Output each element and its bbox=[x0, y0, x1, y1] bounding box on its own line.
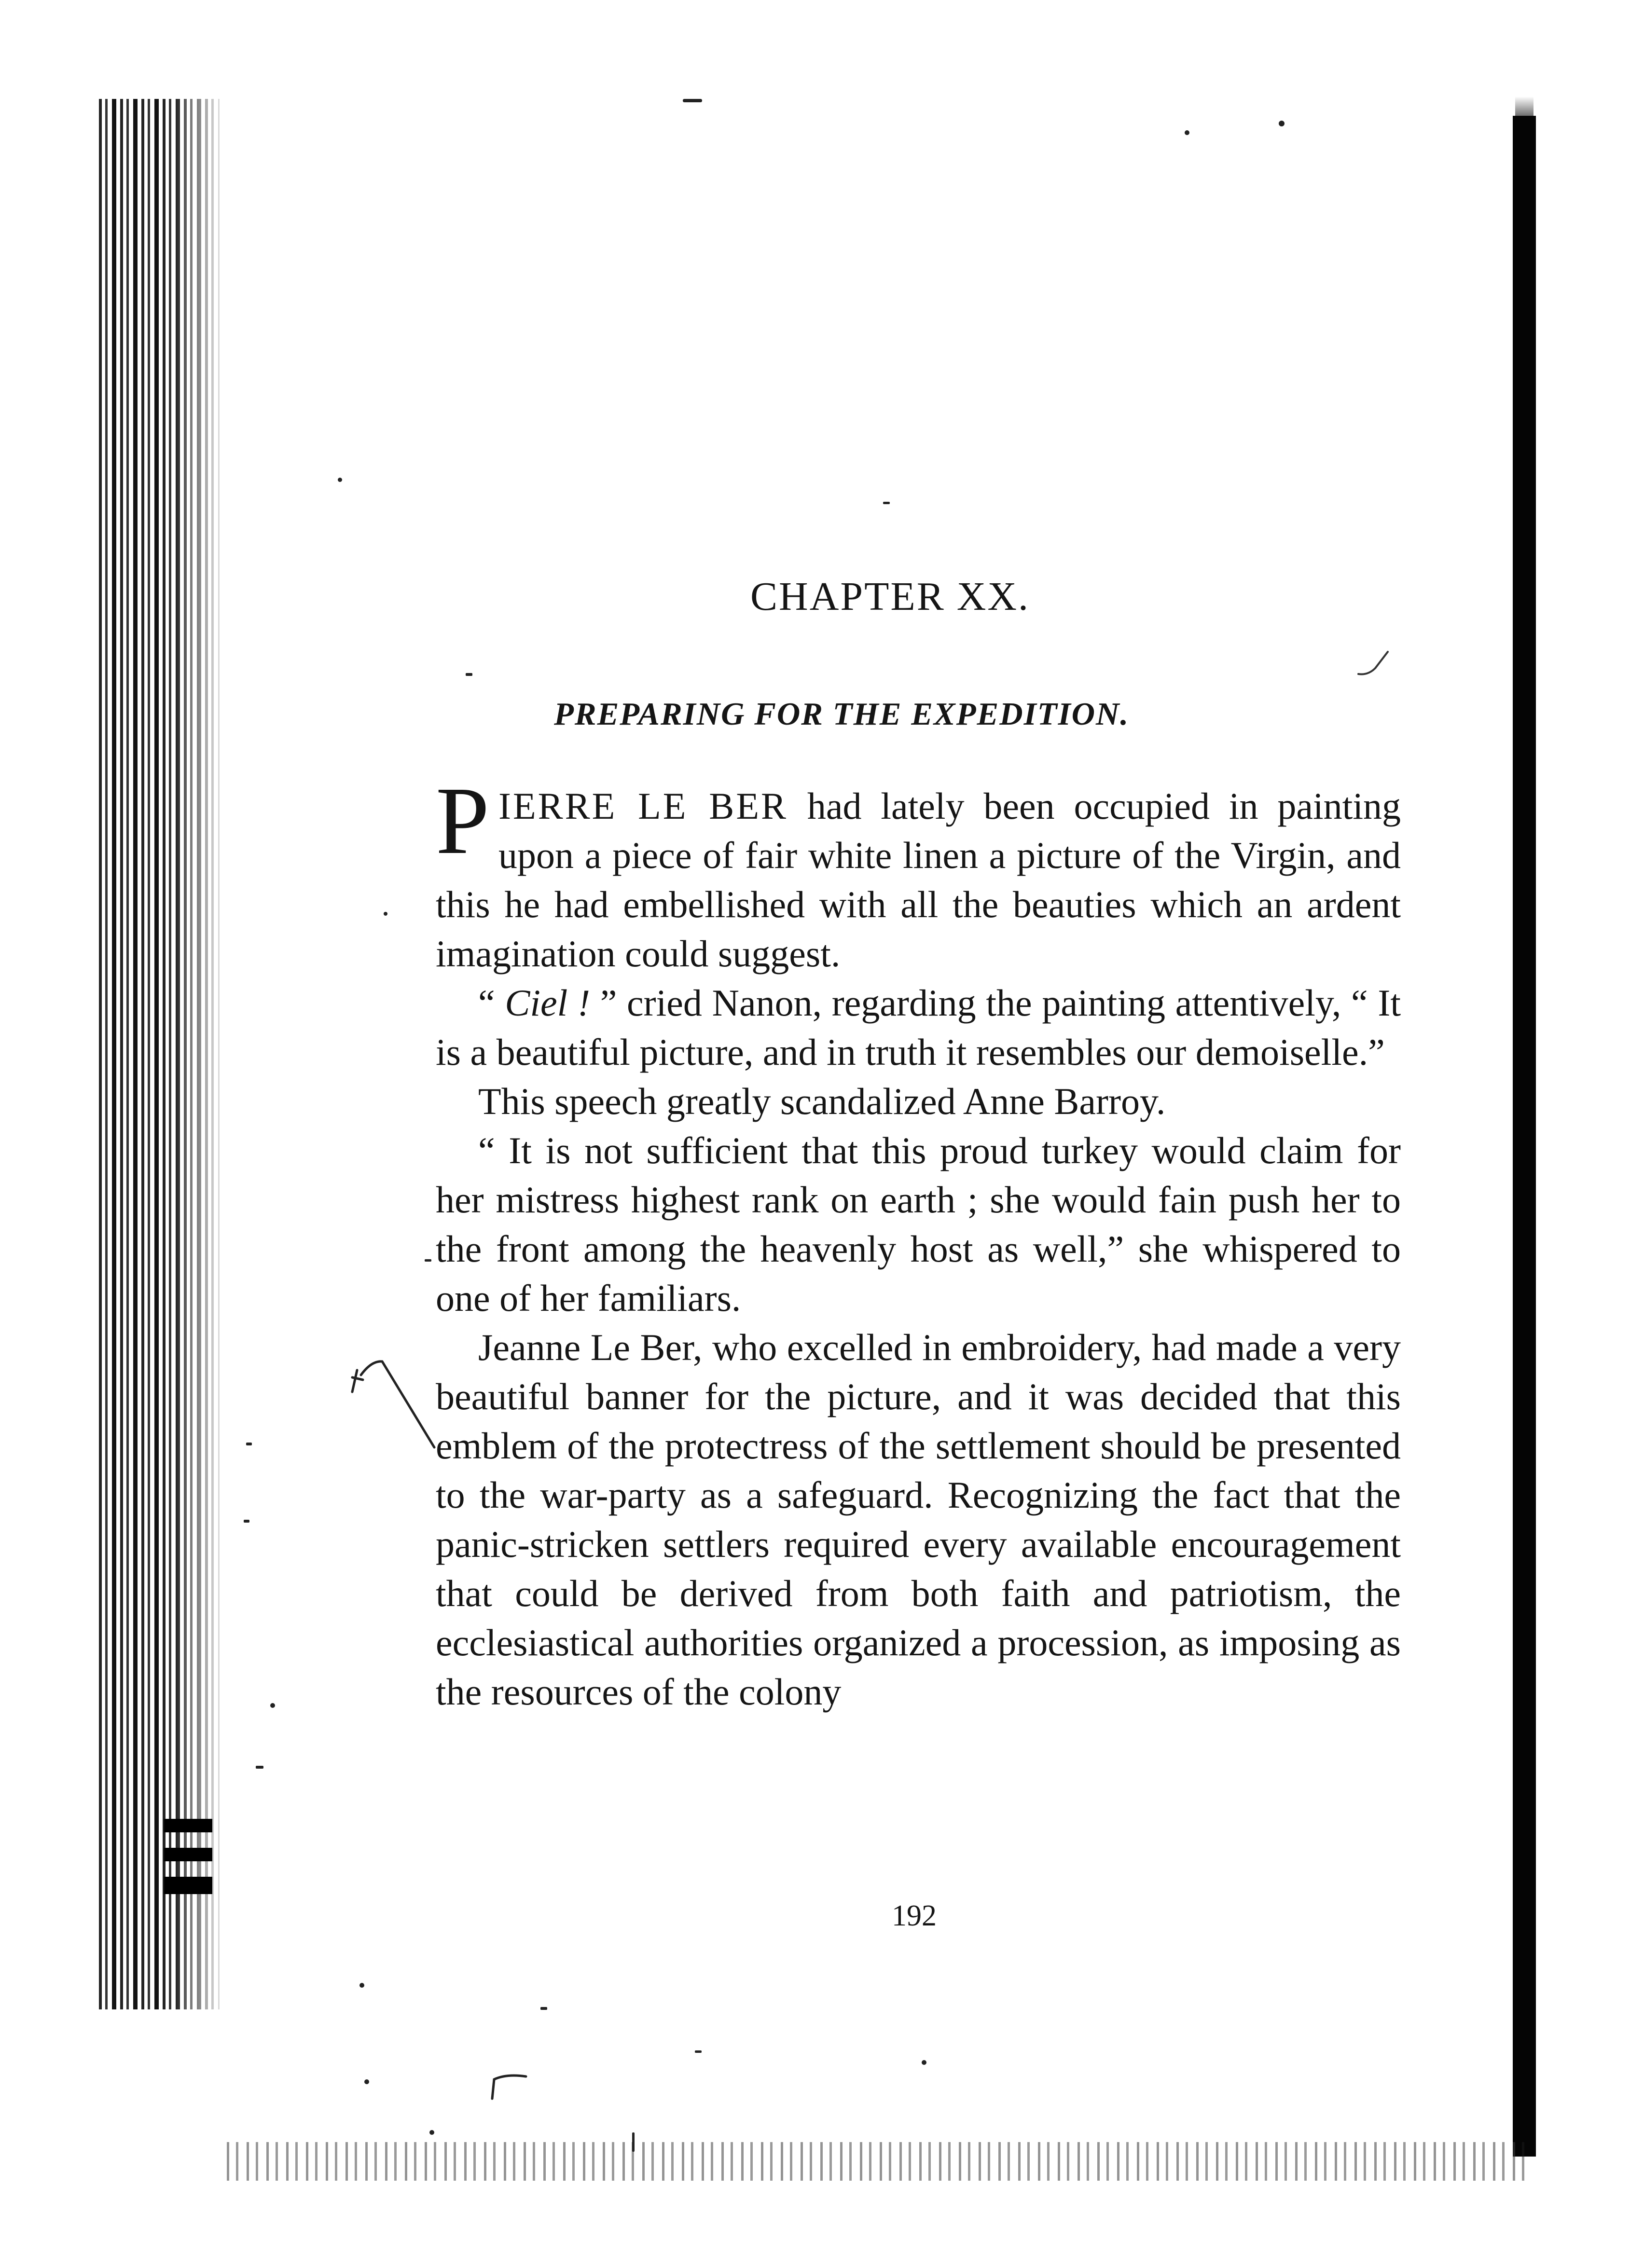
paragraph-4: “ It is not sufficient that this proud turkey would claim for her mistress highest rank on earth ; she would fain push her to the front among the heavenly host as well,” she whispered to one of her familiars. bbox=[436, 1129, 1401, 1319]
pencil-margin-mark bbox=[338, 1356, 449, 1452]
first-line-caps: IERRE LE BER bbox=[498, 785, 788, 827]
chapter-body bbox=[436, 768, 1401, 1717]
binding-mark bbox=[164, 1819, 212, 1832]
scan-speck bbox=[364, 2079, 369, 2084]
scan-speck bbox=[246, 1443, 252, 1445]
scan-speck bbox=[256, 1766, 263, 1769]
scan-speck bbox=[384, 912, 387, 916]
paragraph-2 bbox=[436, 978, 1401, 1077]
scan-speck bbox=[632, 2132, 635, 2152]
scan-speck bbox=[466, 673, 472, 676]
scan-speck bbox=[429, 2130, 434, 2135]
page-number: 192 bbox=[892, 1899, 937, 1932]
binding-mark bbox=[164, 1848, 212, 1861]
scan-speck bbox=[922, 2060, 926, 2065]
scan-speck bbox=[359, 1983, 364, 1988]
paragraph-5: Jeanne Le Ber, who excelled in embroidery, had made a very beautiful banner for the picture, and it was decided that this emblem of the protectress of the settlement should be presented to the war-party as a safeguard. Recognizing the fact that the panic-stricken settlers required every available encouragement that could be derived from both faith and patriotism, the ecclesiastical authorities organized a procession, as imposing as the resources of the colony bbox=[436, 1326, 1401, 1713]
paragraph-1 bbox=[436, 768, 1401, 978]
page-edge-right bbox=[1513, 116, 1536, 2157]
scan-speck bbox=[683, 99, 702, 102]
paragraph-2-text: ” cried Nanon, regarding the painting attentively, “ It is a beautiful picture, and in truth it resembles our demoiselle.” bbox=[436, 982, 1401, 1073]
pencil-tick-mark bbox=[1356, 649, 1390, 678]
chapter-heading: CHAPTER XX. bbox=[750, 574, 1030, 619]
scan-speck bbox=[883, 502, 890, 504]
scan-speck bbox=[244, 1520, 249, 1523]
paragraph-1-text: had lately been occupied in painting upon a piece of fair white linen a picture of the Virgin, and this he had embellished with all the beauties which an ardent imagination could suggest. bbox=[436, 785, 1401, 975]
scan-speck bbox=[1279, 121, 1285, 126]
paragraph-3: This speech greatly scandalized Anne Barroy. bbox=[478, 1080, 1166, 1122]
binding-mark bbox=[164, 1877, 212, 1894]
drop-cap: P bbox=[436, 768, 490, 874]
page-edge-bottom bbox=[227, 2142, 1525, 2181]
binding-shadow-fade bbox=[99, 99, 220, 2009]
pencil-mark bbox=[487, 2070, 531, 2103]
scan-speck bbox=[540, 2007, 547, 2010]
scan-speck bbox=[425, 1259, 431, 1262]
scan-speck bbox=[695, 2050, 702, 2053]
scan-speck bbox=[338, 478, 342, 482]
scan-speck bbox=[270, 1703, 275, 1708]
exclamation-ciel: Ciel ! bbox=[505, 982, 590, 1024]
scan-speck bbox=[1185, 130, 1189, 135]
open-quote: “ bbox=[478, 982, 505, 1024]
chapter-subtitle: PREPARING FOR THE EXPEDITION. bbox=[554, 696, 1130, 732]
